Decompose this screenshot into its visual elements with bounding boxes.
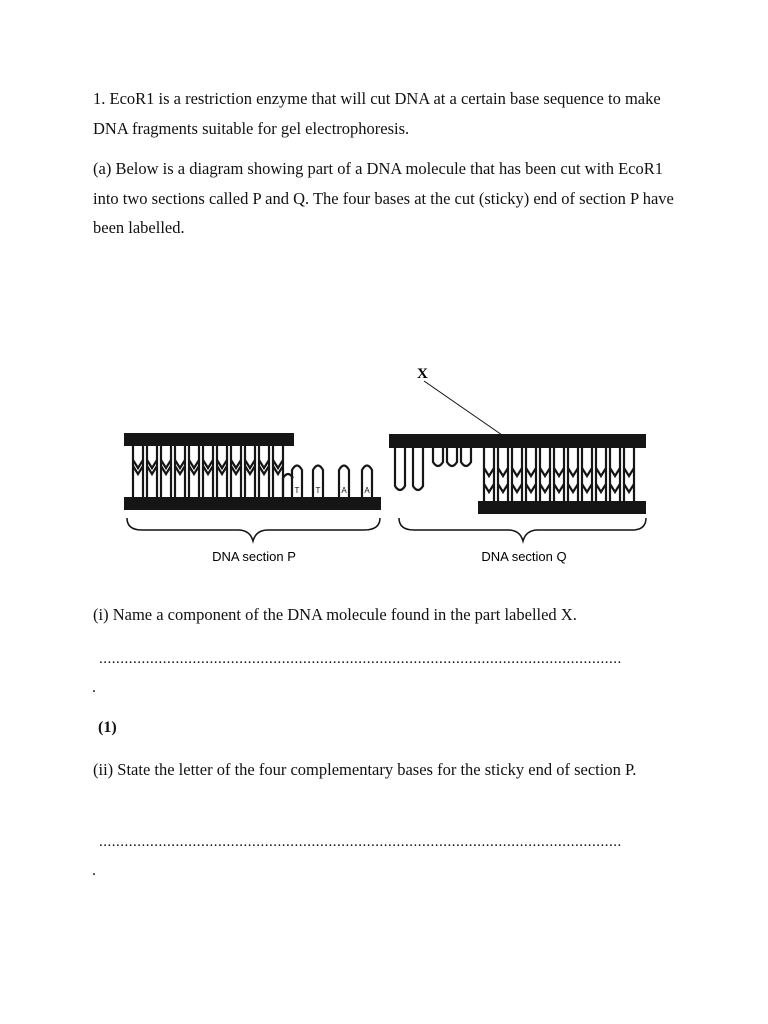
x-pointer-line bbox=[424, 381, 502, 435]
section-p-label: DNA section P bbox=[212, 549, 296, 564]
section-p-brace bbox=[127, 518, 380, 541]
section-q-label: DNA section Q bbox=[481, 549, 567, 564]
answer-line-i[interactable]: ........................................................................................................................... bbox=[99, 651, 622, 667]
section-q-top-backbone bbox=[389, 434, 646, 448]
answer-line-i-end: . bbox=[92, 679, 96, 696]
base-label: T bbox=[294, 486, 300, 495]
part-i-question: (i) Name a component of the DNA molecule found in the part labelled X. bbox=[93, 605, 577, 624]
label-x: X bbox=[417, 366, 428, 382]
question-intro: 1. EcoR1 is a restriction enzyme that will cut DNA at a certain base sequence to make DNA fragments suitable for gel electrophoresis. bbox=[93, 89, 661, 138]
section-p-bottom-backbone bbox=[124, 497, 381, 510]
answer-line-ii-end: . bbox=[92, 862, 96, 879]
base-label: A bbox=[341, 486, 347, 495]
base-label: T bbox=[315, 486, 321, 495]
marks-label: (1) bbox=[98, 719, 117, 736]
part-ii-question: (ii) State the letter of the four complementary bases for the sticky end of section P. bbox=[93, 760, 637, 779]
answer-line-ii[interactable]: ........................................................................................................................... bbox=[99, 834, 622, 850]
section-q-bottom-backbone bbox=[478, 501, 646, 514]
base-label: A bbox=[364, 486, 370, 495]
section-p-bases bbox=[133, 446, 372, 497]
section-p-top-backbone bbox=[124, 433, 294, 446]
section-q-brace bbox=[399, 518, 646, 541]
question-part-a: (a) Below is a diagram showing part of a DNA molecule that has been cut with EcoR1 into two sections called P and Q. The four bases at the cut (sticky) end of section P have been labelled. bbox=[93, 159, 674, 237]
section-q-bases bbox=[395, 448, 634, 501]
